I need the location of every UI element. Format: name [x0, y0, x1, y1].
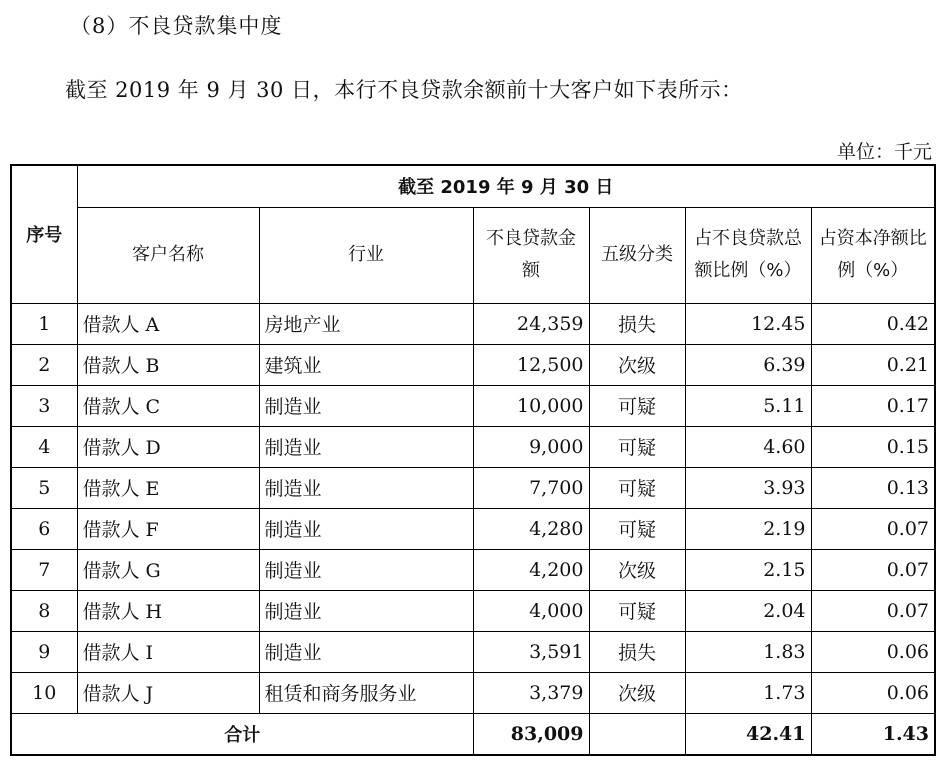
table-row	[11, 549, 935, 590]
cell-ratio-npl: 2.19	[685, 508, 811, 549]
header-ratio-npl: 占不良贷款总额比例（%）	[685, 207, 811, 303]
cell-ratio-npl: 4.60	[685, 426, 811, 467]
cell-npl-amount: 3,591	[473, 631, 589, 672]
cell-ratio-capital: 0.07	[811, 549, 935, 590]
cell-seq: 10	[11, 672, 77, 713]
cell-seq: 5	[11, 467, 77, 508]
table-row	[11, 467, 935, 508]
cell-classification: 可疑	[589, 467, 685, 508]
cell-classification: 可疑	[589, 508, 685, 549]
cell-ratio-npl: 3.93	[685, 467, 811, 508]
cell-industry: 制造业	[259, 549, 473, 590]
cell-industry: 租赁和商务服务业	[259, 672, 473, 713]
cell-ratio-capital: 0.07	[811, 590, 935, 631]
cell-npl-amount: 4,280	[473, 508, 589, 549]
cell-industry: 制造业	[259, 631, 473, 672]
total-ratio-capital: 1.43	[811, 713, 935, 755]
table-row	[11, 590, 935, 631]
cell-ratio-capital: 0.17	[811, 385, 935, 426]
cell-npl-amount: 3,379	[473, 672, 589, 713]
cell-seq: 9	[11, 631, 77, 672]
cell-seq: 2	[11, 344, 77, 385]
cell-classification: 损失	[589, 303, 685, 344]
cell-industry: 制造业	[259, 467, 473, 508]
cell-seq: 3	[11, 385, 77, 426]
intro-text: 截至 2019 年 9 月 30 日，本行不良贷款余额前十大客户如下表所示：	[65, 78, 743, 102]
cell-npl-amount: 24,359	[473, 303, 589, 344]
header-industry: 行业	[259, 207, 473, 303]
npl-top10-table	[10, 164, 936, 756]
cell-ratio-capital: 0.06	[811, 631, 935, 672]
cell-customer-name: 借款人 F	[77, 508, 259, 549]
cell-customer-name: 借款人 H	[77, 590, 259, 631]
cell-ratio-capital: 0.13	[811, 467, 935, 508]
cell-customer-name: 借款人 E	[77, 467, 259, 508]
cell-industry: 建筑业	[259, 344, 473, 385]
cell-industry: 制造业	[259, 508, 473, 549]
cell-npl-amount: 4,200	[473, 549, 589, 590]
total-ratio-npl: 42.41	[685, 713, 811, 755]
section-heading: （8）不良贷款集中度	[70, 14, 283, 38]
cell-customer-name: 借款人 I	[77, 631, 259, 672]
header-seq: 序号	[11, 165, 77, 303]
cell-seq: 1	[11, 303, 77, 344]
table-row	[11, 303, 935, 344]
cell-classification: 次级	[589, 344, 685, 385]
cell-customer-name: 借款人 G	[77, 549, 259, 590]
cell-customer-name: 借款人 A	[77, 303, 259, 344]
total-row	[11, 713, 935, 755]
cell-industry: 制造业	[259, 385, 473, 426]
header-classification: 五级分类	[589, 207, 685, 303]
cell-seq: 6	[11, 508, 77, 549]
total-amount: 83,009	[473, 713, 589, 755]
table-row	[11, 508, 935, 549]
cell-classification: 可疑	[589, 590, 685, 631]
header-date-group: 截至 2019 年 9 月 30 日	[77, 165, 935, 207]
cell-ratio-capital: 0.06	[811, 672, 935, 713]
cell-ratio-npl: 12.45	[685, 303, 811, 344]
cell-classification: 可疑	[589, 426, 685, 467]
cell-customer-name: 借款人 C	[77, 385, 259, 426]
total-class-empty	[589, 713, 685, 755]
cell-ratio-capital: 0.42	[811, 303, 935, 344]
total-label: 合计	[11, 713, 473, 755]
cell-npl-amount: 10,000	[473, 385, 589, 426]
cell-ratio-npl: 1.83	[685, 631, 811, 672]
cell-ratio-npl: 1.73	[685, 672, 811, 713]
cell-industry: 制造业	[259, 590, 473, 631]
cell-ratio-capital: 0.21	[811, 344, 935, 385]
cell-industry: 房地产业	[259, 303, 473, 344]
cell-customer-name: 借款人 J	[77, 672, 259, 713]
cell-ratio-npl: 5.11	[685, 385, 811, 426]
cell-classification: 次级	[589, 672, 685, 713]
header-npl-amount: 不良贷款金额	[473, 207, 589, 303]
table-row	[11, 344, 935, 385]
cell-npl-amount: 9,000	[473, 426, 589, 467]
unit-label: 单位：千元	[836, 141, 932, 163]
cell-seq: 4	[11, 426, 77, 467]
cell-classification: 次级	[589, 549, 685, 590]
cell-industry: 制造业	[259, 426, 473, 467]
header-ratio-capital: 占资本净额比例（%）	[811, 207, 935, 303]
cell-seq: 7	[11, 549, 77, 590]
cell-npl-amount: 12,500	[473, 344, 589, 385]
cell-classification: 损失	[589, 631, 685, 672]
cell-npl-amount: 7,700	[473, 467, 589, 508]
table-row	[11, 385, 935, 426]
table-row	[11, 631, 935, 672]
cell-ratio-capital: 0.07	[811, 508, 935, 549]
cell-customer-name: 借款人 B	[77, 344, 259, 385]
cell-ratio-npl: 2.15	[685, 549, 811, 590]
cell-npl-amount: 4,000	[473, 590, 589, 631]
table-row	[11, 426, 935, 467]
cell-ratio-capital: 0.15	[811, 426, 935, 467]
table-row	[11, 672, 935, 713]
cell-customer-name: 借款人 D	[77, 426, 259, 467]
cell-ratio-npl: 6.39	[685, 344, 811, 385]
cell-ratio-npl: 2.04	[685, 590, 811, 631]
cell-classification: 可疑	[589, 385, 685, 426]
header-customer-name: 客户名称	[77, 207, 259, 303]
cell-seq: 8	[11, 590, 77, 631]
